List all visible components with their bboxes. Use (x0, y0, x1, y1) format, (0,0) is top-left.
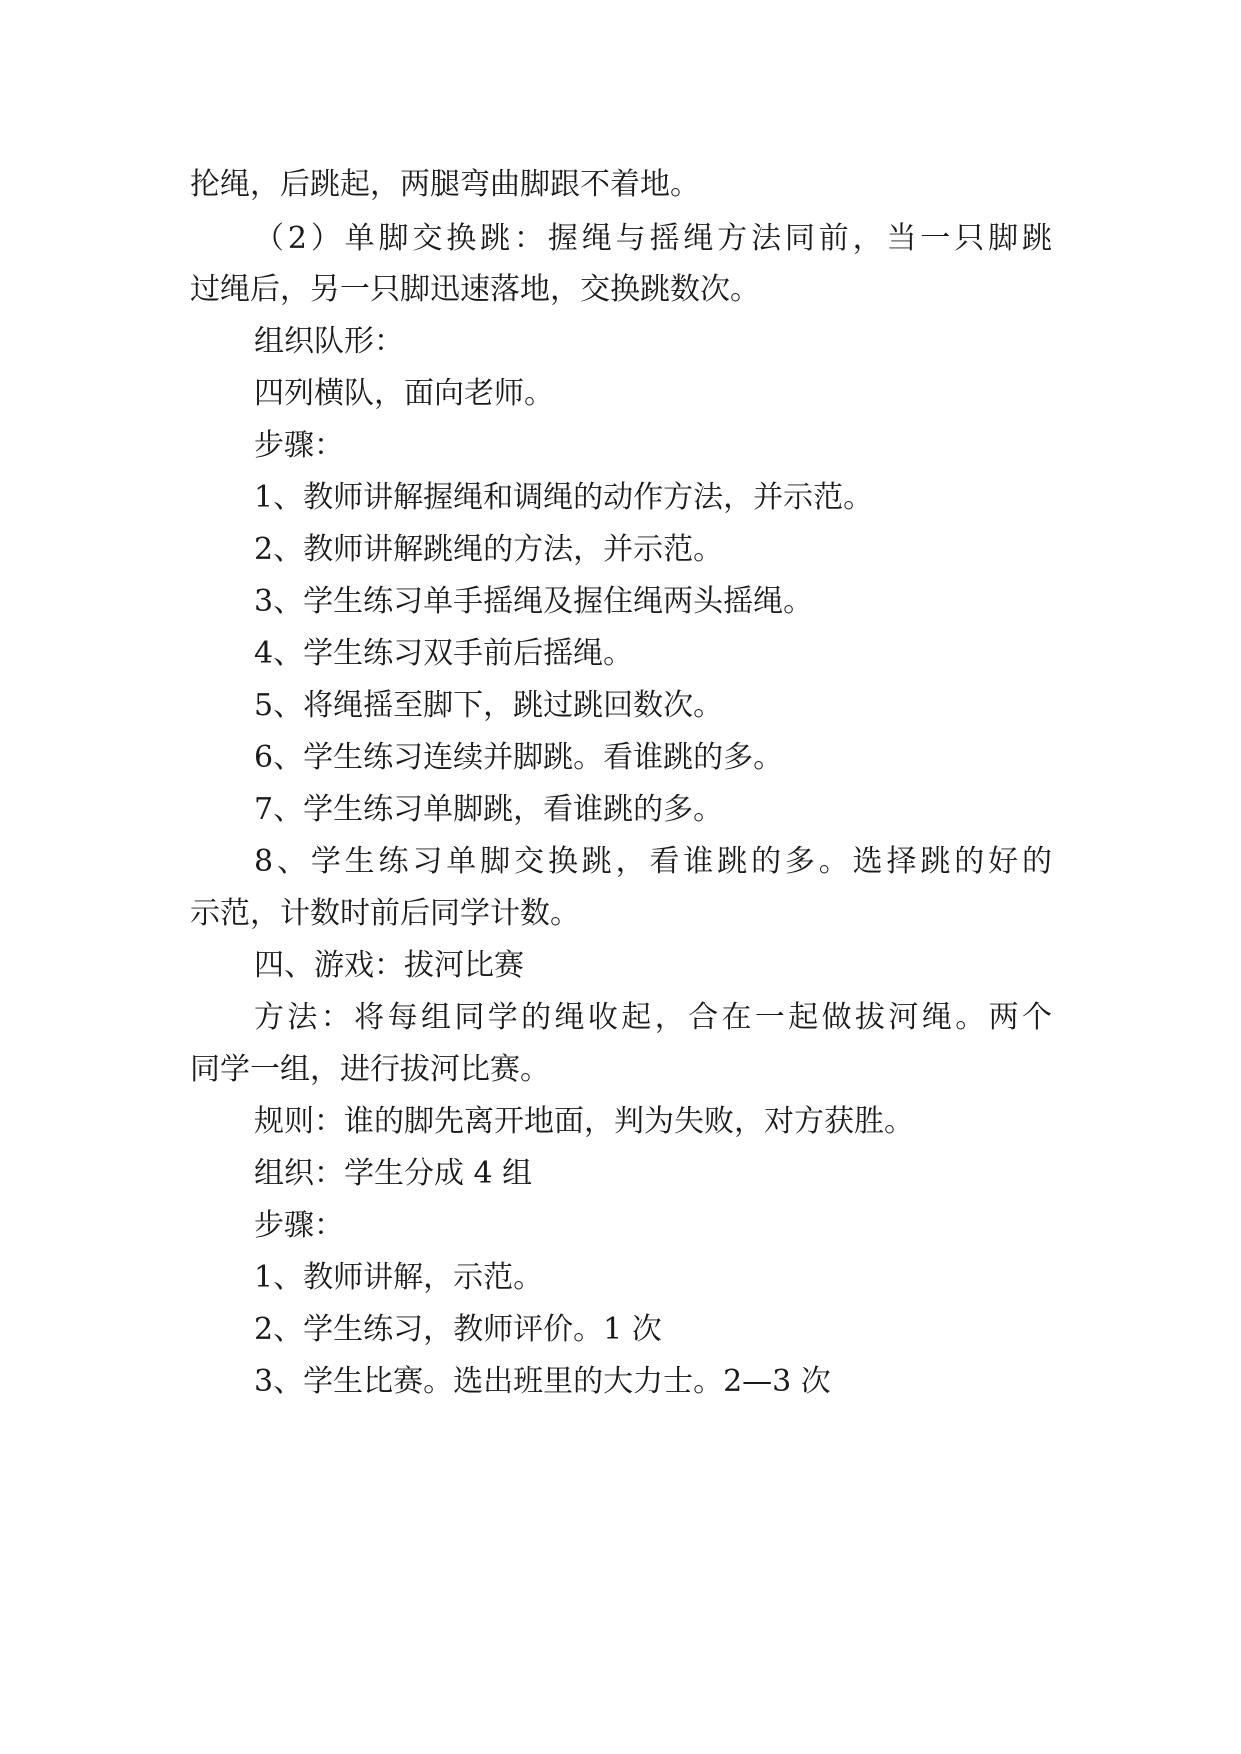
text-line-10: 4、学生练习双手前后摇绳。 (254, 636, 634, 671)
text-line-2: （2）单脚交换跳：握绳与摇绳方法同前，当一只脚跳 (254, 221, 1052, 256)
text-line-1: 抡绳，后跳起，两腿弯曲脚跟不着地。 (190, 167, 700, 202)
text-line-4: 组织队形： (254, 324, 404, 359)
text-line-18: 同学一组，进行拔河比赛。 (190, 1052, 550, 1087)
text-line-8: 2、教师讲解跳绳的方法，并示范。 (254, 532, 724, 567)
text-line-21: 步骤： (254, 1208, 344, 1243)
text-line-19: 规则：谁的脚先离开地面，判为失败，对方获胜。 (254, 1104, 914, 1139)
text-line-17: 方法：将每组同学的绳收起，合在一起做拔河绳。两个 (254, 1000, 1052, 1035)
text-line-22: 1、教师讲解，示范。 (254, 1260, 544, 1295)
document-page (190, 0, 1052, 1754)
text-line-15: 示范，计数时前后同学计数。 (190, 896, 580, 931)
text-line-13: 7、学生练习单脚跳，看谁跳的多。 (254, 792, 724, 827)
text-line-3: 过绳后，另一只脚迅速落地，交换跳数次。 (190, 272, 760, 307)
text-line-11: 5、将绳摇至脚下，跳过跳回数次。 (254, 688, 724, 723)
text-line-23: 2、学生练习，教师评价。1 次 (254, 1312, 662, 1347)
text-line-9: 3、学生练习单手摇绳及握住绳两头摇绳。 (254, 584, 814, 619)
text-line-24: 3、学生比赛。选出班里的大力士。2—3 次 (254, 1364, 831, 1399)
text-line-16: 四、游戏：拔河比赛 (254, 948, 524, 983)
text-line-5: 四列横队，面向老师。 (254, 376, 554, 411)
text-line-7: 1、教师讲解握绳和调绳的动作方法，并示范。 (254, 480, 874, 515)
text-line-12: 6、学生练习连续并脚跳。看谁跳的多。 (254, 740, 784, 775)
text-line-6: 步骤： (254, 428, 344, 463)
text-line-20: 组织：学生分成 4 组 (254, 1156, 533, 1191)
text-line-14: 8、学生练习单脚交换跳，看谁跳的多。选择跳的好的 (254, 844, 1052, 879)
